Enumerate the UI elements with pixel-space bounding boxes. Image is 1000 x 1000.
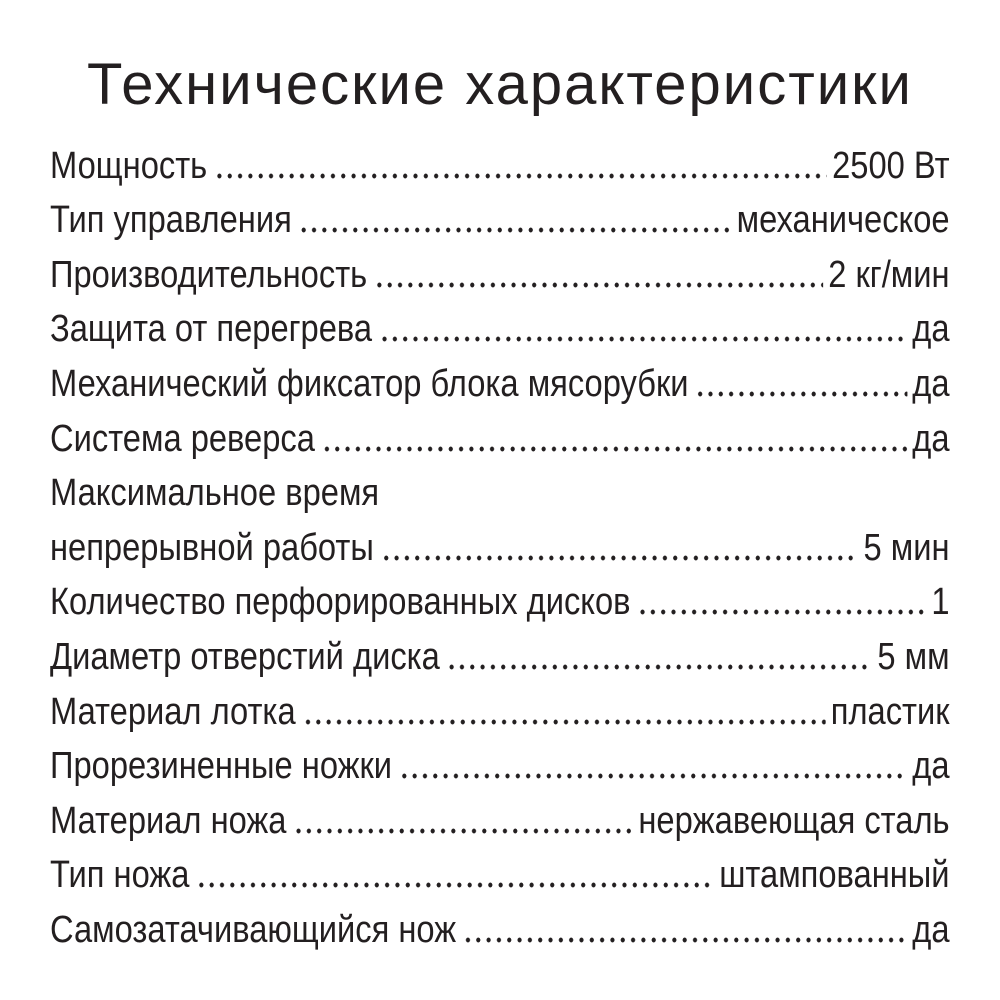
dot-leader [463, 935, 907, 945]
spec-value: да [912, 745, 950, 788]
spec-label: Тип управления [50, 199, 292, 242]
dot-leader [196, 880, 714, 890]
spec-value: да [912, 308, 950, 351]
spec-value: 5 мм [877, 635, 950, 678]
spec-row-power [50, 138, 950, 193]
dot-leader [299, 225, 732, 235]
spec-value: да [912, 417, 950, 460]
dot-leader [214, 171, 827, 181]
dot-leader [381, 553, 859, 563]
page-title: Технические характеристики [87, 52, 913, 117]
spec-label: Количество перфорированных дисков [50, 581, 631, 624]
spec-label: Материал ножа [50, 799, 287, 842]
spec-row-max-time-line1 [50, 466, 950, 521]
spec-label: Самозатачивающийся нож [50, 908, 457, 951]
spec-row-disc-hole-diameter [50, 629, 950, 684]
spec-row-productivity [50, 247, 950, 302]
spec-value: 5 мин [863, 526, 950, 569]
spec-value: 2500 Вт [832, 144, 950, 187]
spec-label: Максимальное время [50, 472, 380, 515]
spec-label: Прорезиненные ножки [50, 745, 393, 788]
spec-row-overheat-protection [50, 302, 950, 357]
dot-leader [695, 389, 907, 399]
spec-label: Производительность [50, 253, 368, 296]
dot-leader [293, 826, 633, 836]
spec-label: Диаметр отверстий диска [50, 635, 440, 678]
spec-label: Тип ножа [50, 854, 190, 897]
spec-label: Мощность [50, 144, 208, 187]
spec-value: нержавеющая сталь [638, 799, 950, 842]
dot-leader [379, 334, 907, 344]
dot-leader [447, 662, 872, 672]
spec-row-reverse-system [50, 411, 950, 466]
dot-leader [303, 717, 826, 727]
spec-label: непрерывной работы [50, 526, 374, 569]
spec-value: да [912, 908, 950, 951]
spec-value: штампованный [719, 854, 950, 897]
spec-row-knife-type [50, 848, 950, 903]
dot-leader [637, 607, 926, 617]
spec-value: 1 [931, 581, 950, 624]
spec-row-max-time-line2 [50, 520, 950, 575]
spec-row-mechanical-lock [50, 356, 950, 411]
spec-row-control-type [50, 193, 950, 248]
spec-row-tray-material [50, 684, 950, 739]
dot-leader [374, 280, 823, 290]
dot-leader [399, 771, 907, 781]
spec-label: Материал лотка [50, 690, 296, 733]
spec-row-knife-material [50, 793, 950, 848]
spec-row-self-sharpening-knife [50, 902, 950, 957]
spec-label: Защита от перегрева [50, 308, 373, 351]
spec-value: 2 кг/мин [828, 253, 950, 296]
spec-label: Механический фиксатор блока мясорубки [50, 362, 689, 405]
spec-row-rubber-feet [50, 739, 950, 794]
spec-value: механическое [736, 199, 950, 242]
spec-value: да [912, 362, 950, 405]
spec-list [50, 138, 950, 957]
dot-leader [322, 444, 907, 454]
spec-value: пластик [830, 690, 950, 733]
spec-label: Система реверса [50, 417, 315, 460]
spec-row-disc-count [50, 575, 950, 630]
